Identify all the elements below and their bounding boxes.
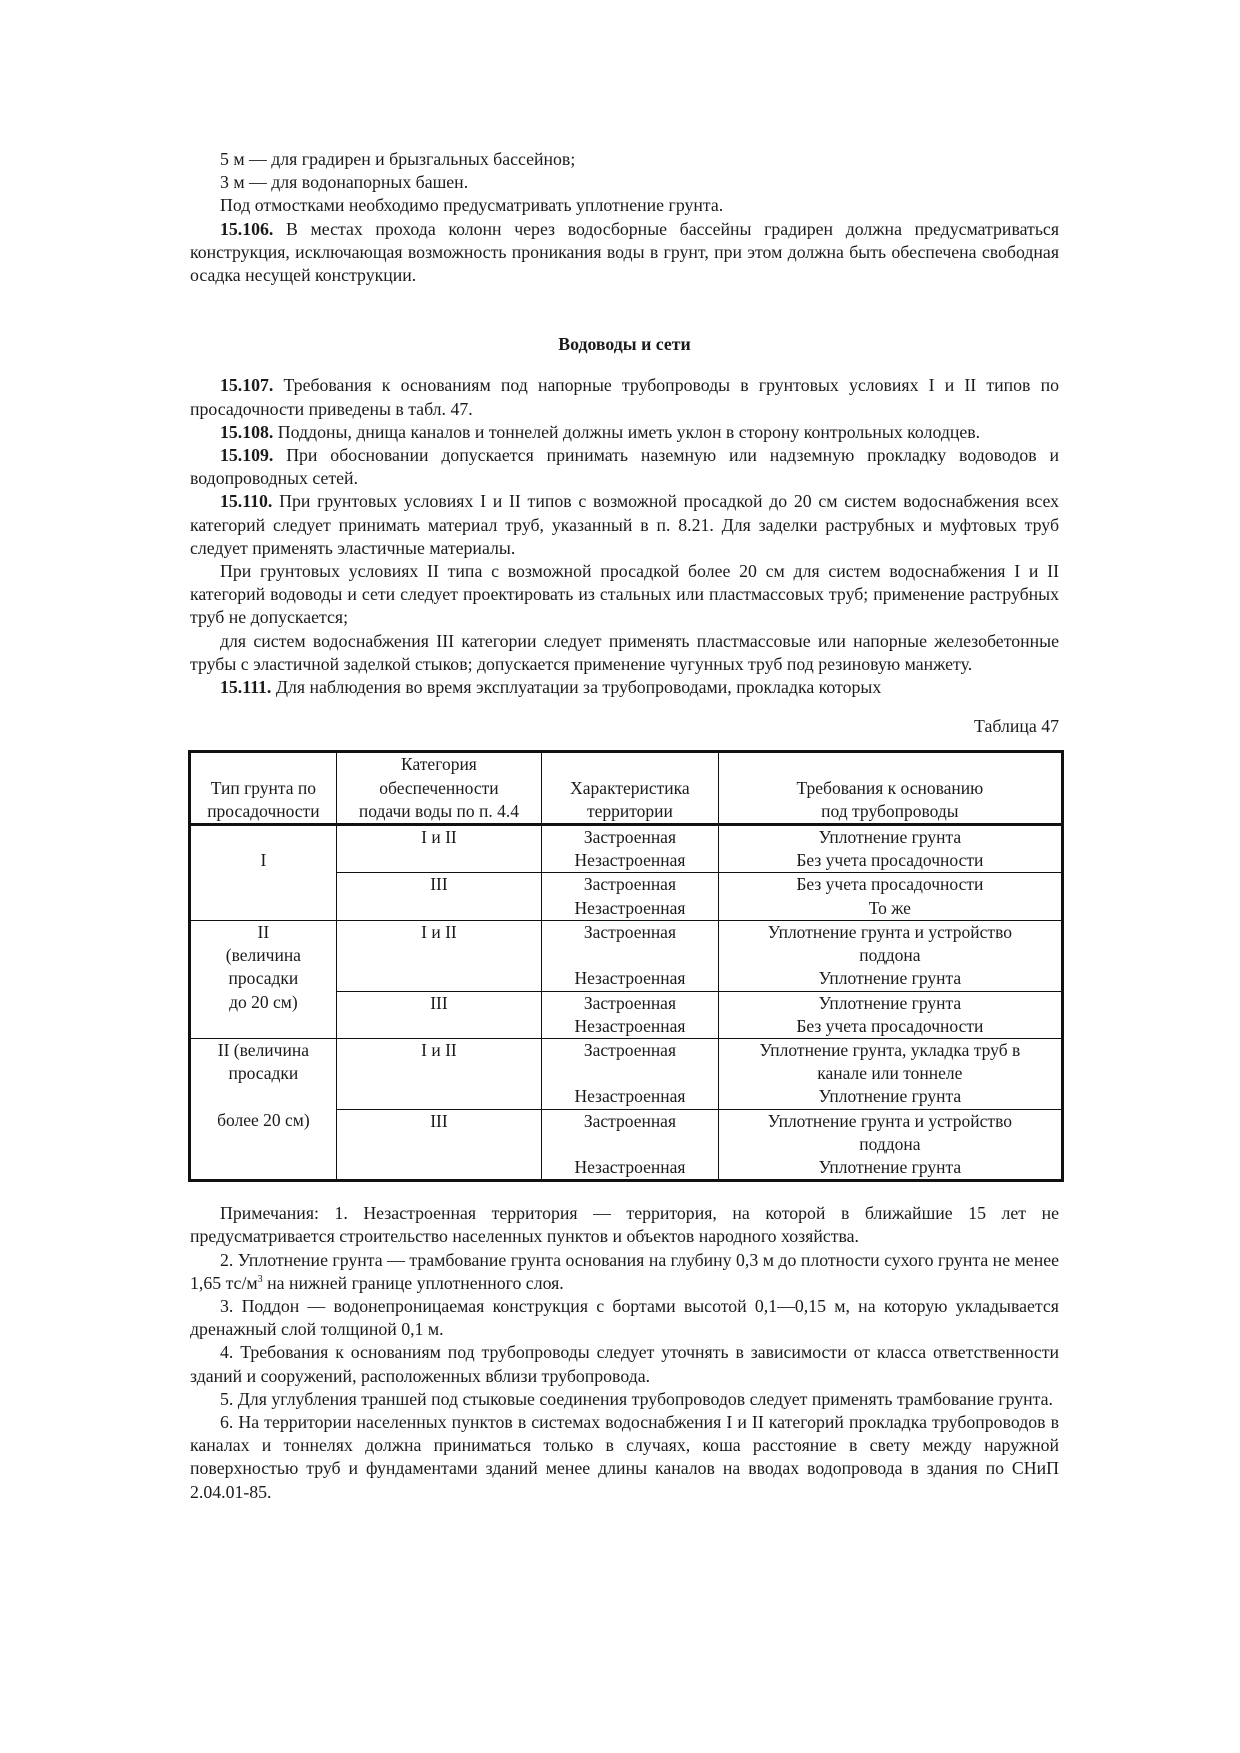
clause-text: Для наблюдения во время эксплуатации за трубопроводами, прокладка которых [271, 677, 882, 698]
document-page [190, 148, 1059, 1504]
note-4: 4. Требования к основаниям под трубопроводы следует уточнять в зависимости от класса ответственности зданий и сооружений, расположенных вблизи трубопровода. [190, 1342, 1059, 1386]
clause-number: 15.111. [220, 677, 272, 698]
category-cell: I и II [336, 825, 541, 873]
territory-cell: Застроенная Незастроенная [542, 825, 719, 873]
clause-number: 15.106. [220, 218, 274, 239]
paragraph-15-107 [190, 374, 1059, 420]
territory-cell: Застроенная Незастроенная [542, 873, 719, 920]
soil-type-cell: II (величина просадки более 20 см) [190, 1038, 337, 1180]
clause-number: 15.108. [220, 421, 274, 442]
paragraph-15-109 [190, 444, 1059, 490]
clause-text: В местах прохода колонн через водосборные бассейны градирен должна предусматриваться конструкция, исключающая возможность проникания воды в грунт, при этом должна быть обеспечена свободная осадка несущей конструкции. [190, 218, 1059, 286]
territory-cell: Застроенная Незастроенная [542, 1038, 719, 1109]
section-title: Водоводы и сети [558, 334, 691, 355]
intro-line-2: 3 м — для водонапорных башен. [220, 172, 469, 193]
header-category: Категория обеспеченности подачи воды по п. 4.4 [336, 752, 541, 825]
note-6: 6. На территории населенных пунктов в системах водоснабжения I и II категорий прокладка трубопроводов в каналах и тоннелях должна приниматься только в случаях, коша расстояние в свету между наружной поверхностью труб и фундаментами зданий менее длины каналов на вводах водопровода в здания по СНиП 2.04.01-85. [190, 1411, 1059, 1502]
intro-line-1: 5 м — для градирен и брызгальных бассейнов; [220, 149, 576, 169]
requirement-cell: Уплотнение грунта и устройство поддона Уплотнение грунта [718, 920, 1062, 991]
clause-text: При обосновании допускается принимать наземную или надземную прокладку водоводов и водопроводных сетей. [190, 445, 1059, 489]
soil-type-cell: I [190, 825, 337, 921]
category-cell: I и II [336, 920, 541, 991]
paragraph-15-110-b: При грунтовых условиях II типа с возможной просадкой более 20 см для систем водоснабжения I и II категорий водоводы и сети следует проектировать из стальных или пластмассовых труб; применение раструбных труб не допускается; [190, 561, 1059, 628]
clause-text: Поддоны, днища каналов и тоннелей должны иметь уклон в сторону контрольных колодцев. [273, 421, 981, 442]
clause-text: При грунтовых условиях I и II типов с возможной просадкой до 20 см систем водоснабжения всех категорий следует принимать материал труб, указанный в п. 8.21. Для заделки раструбных и муфтовых труб следует применять эластичные материалы. [190, 491, 1059, 558]
table-header-row [190, 752, 1063, 825]
category-cell: III [336, 873, 541, 920]
paragraph-15-110 [190, 490, 1059, 560]
clause-number: 15.110. [220, 491, 273, 512]
category-cell: I и II [336, 1038, 541, 1109]
paragraph-15-108 [190, 421, 1059, 444]
note-1: Примечания: 1. Незастроенная территория — территория, на которой в ближайшие 15 лет не предусматривается строительство населенных пунктов и объектов народного хозяйства. [190, 1203, 1059, 1247]
clause-number: 15.107. [220, 375, 274, 396]
table-row [190, 920, 1063, 991]
requirement-cell: Уплотнение грунта и устройство поддона Уплотнение грунта [718, 1109, 1062, 1181]
requirement-cell: Уплотнение грунта Без учета просадочности [718, 991, 1062, 1038]
territory-cell: Застроенная Незастроенная [542, 1109, 719, 1181]
requirement-cell: Уплотнение грунта, укладка труб в канале или тоннеле Уплотнение грунта [718, 1038, 1062, 1109]
category-cell: III [336, 991, 541, 1038]
requirements-table [188, 750, 1064, 1182]
soil-type-cell: II (величина просадки до 20 см) [190, 920, 337, 1038]
clause-text: Требования к основаниям под напорные трубопроводы в грунтовых условиях I и II типов по просадочности приведены в табл. 47. [190, 375, 1059, 419]
note-2: 2. Уплотнение грунта — трамбование грунта основания на глубину 0,3 м до плотности сухого грунта не менее 1,65 $тс/м^3$ на нижней границе уплотненного слоя. [190, 1249, 1059, 1293]
requirement-cell: Без учета просадочности То же [718, 873, 1062, 920]
territory-cell: Застроенная Незастроенная [542, 920, 719, 991]
category-cell: III [336, 1109, 541, 1181]
header-requirements: Требования к основанию под трубопроводы [718, 752, 1062, 825]
header-territory: Характеристика территории [542, 752, 719, 825]
intro-line-3: Под отмостками необходимо предусматривать уплотнение грунта. [220, 195, 724, 216]
header-soil-type: Тип грунта по просадочности [190, 752, 337, 825]
table-caption: Таблица 47 [974, 716, 1059, 737]
paragraph-15-106 [190, 218, 1059, 288]
note-5: 5. Для углубления траншей под стыковые соединения трубопроводов следует применять трамбование грунта. [220, 1388, 1054, 1409]
requirement-cell: Уплотнение грунта Без учета просадочности [718, 825, 1062, 873]
paragraph-15-111 [190, 676, 1059, 699]
paragraph-15-110-c: для систем водоснабжения III категории следует применять пластмассовые или напорные железобетонные трубы с эластичной заделкой стыков; допускается применение чугунных труб под резиновую манжету. [190, 630, 1059, 674]
clause-number: 15.109. [220, 445, 274, 466]
note-3: 3. Поддон — водонепроницаемая конструкция с бортами высотой 0,1—0,15 м, на которую укладывается дренажный слой толщиной 0,1 м. [190, 1295, 1059, 1340]
table-row [190, 1038, 1063, 1109]
table-row [190, 825, 1063, 873]
territory-cell: Застроенная Незастроенная [542, 991, 719, 1038]
